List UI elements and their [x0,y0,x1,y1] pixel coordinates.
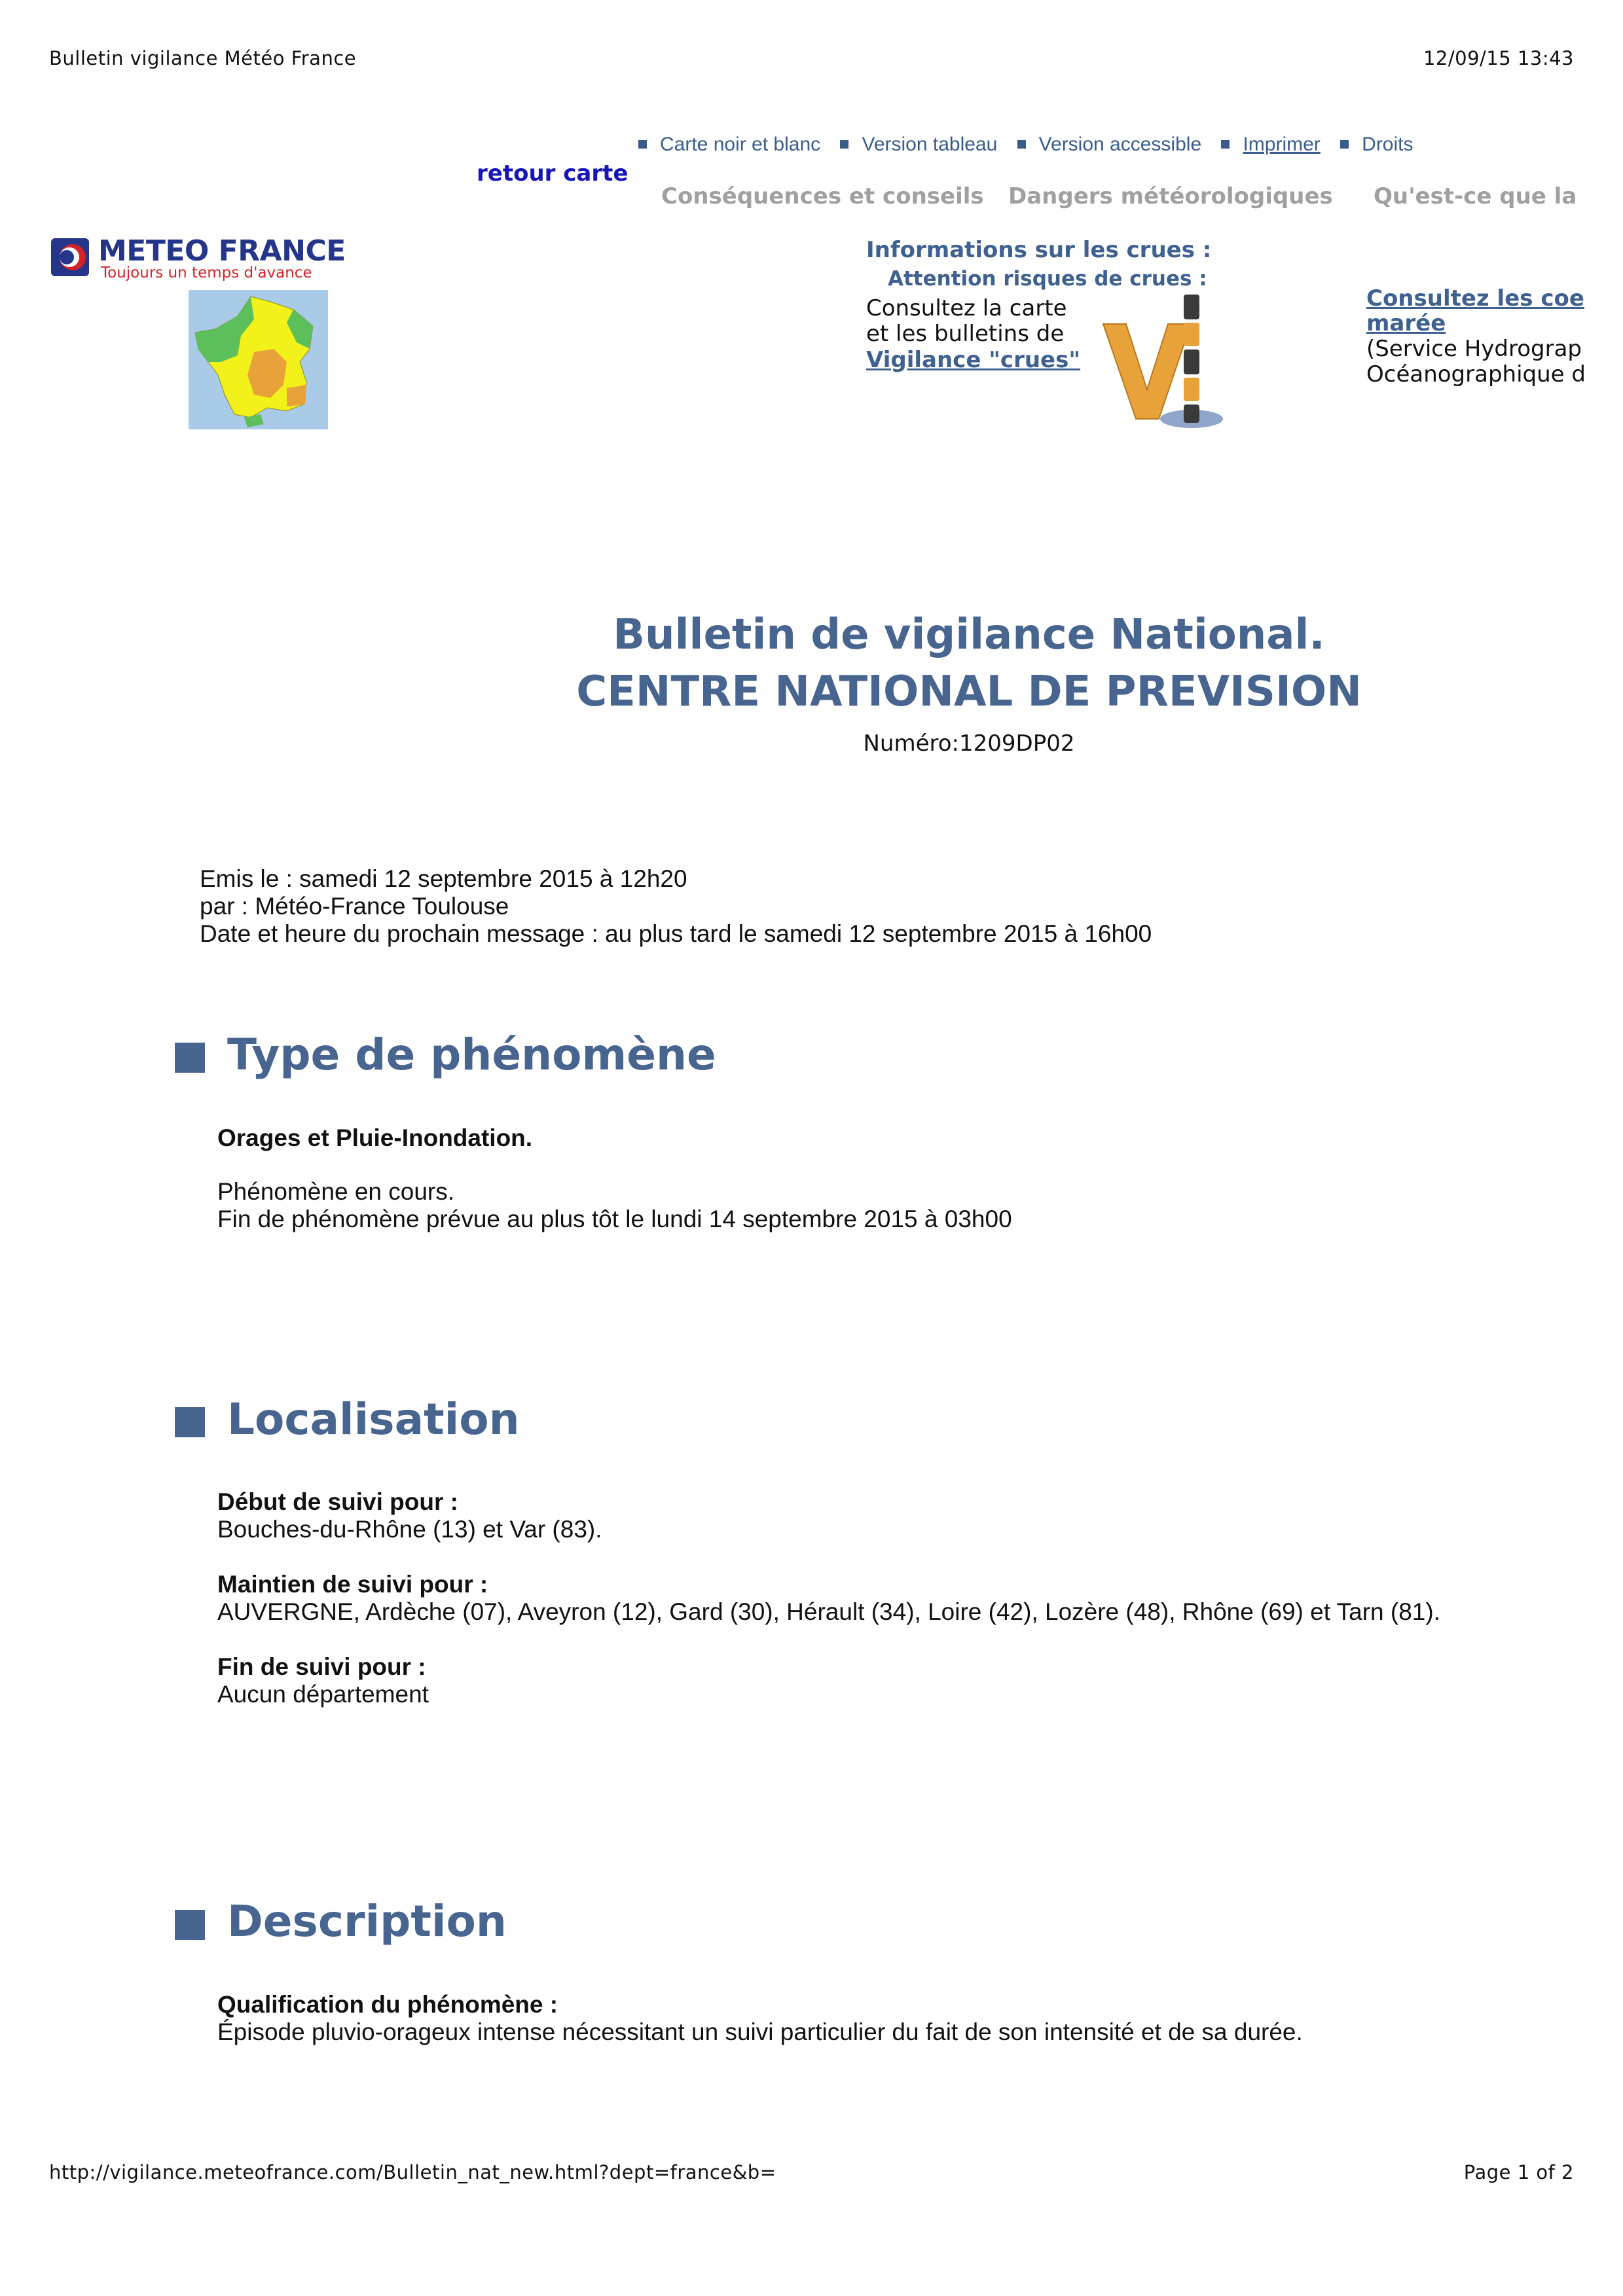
bullet-square-icon [840,140,848,149]
bulletin-subtitle: CENTRE NATIONAL DE PREVISION [576,668,1362,716]
tab-dangers-meteorologiques[interactable]: Dangers météorologiques [1008,183,1333,209]
crues-title: Informations sur les crues : [866,237,1212,263]
tab-consequences-conseils[interactable]: Conséquences et conseils [661,183,984,209]
vigilance-crues-link[interactable]: Vigilance "crues" [866,347,1081,373]
vigicrues-logo-icon[interactable] [1100,291,1231,435]
section-heading-localisation: Localisation [227,1394,520,1444]
section-square-icon [175,1043,205,1073]
crues-text-line: et les bulletins de [866,321,1065,347]
fin-suivi-label: Fin de suivi pour : [217,1653,426,1680]
prochain-message: Date et heure du prochain message : au plus tard le samedi 12 septembre 2015 à 16h00 [200,920,1152,947]
emis-par: par : Météo-France Toulouse [200,893,509,920]
meteo-france-logo-icon [51,238,89,276]
crues-text [866,296,1067,347]
section-square-icon [175,1407,205,1437]
phenomene-fin: Fin de phénomène prévue au plus tôt le lundi 14 septembre 2015 à 03h00 [217,1206,1012,1232]
debut-suivi-label: Début de suivi pour : [217,1488,458,1515]
section-square-icon [175,1910,205,1940]
shom-link-line[interactable]: marée [1366,310,1446,336]
logo-name: METEO FRANCE [98,234,346,268]
bulletin-title: Bulletin de vigilance National. [613,611,1325,659]
bullet-square-icon [1340,140,1349,149]
bulletin-numero: Numéro:1209DP02 [863,730,1075,757]
crues-subtitle: Attention risques de crues : [888,267,1207,291]
shom-link-line[interactable]: Consultez les coe [1366,285,1584,312]
print-footer-page: Page 1 of 2 [1463,2161,1574,2183]
phenomene-status: Phénomène en cours. [217,1178,455,1205]
emis-le: Emis le : samedi 12 septembre 2015 à 12h20 [200,865,687,892]
section-heading-description: Description [227,1896,507,1946]
link-version-tableau[interactable]: Version tableau [862,134,998,155]
bullet-square-icon [1017,140,1026,149]
shom-text-line: (Service Hydrograp [1366,336,1582,362]
link-imprimer[interactable]: Imprimer [1243,134,1321,155]
qualification-label: Qualification du phénomène : [217,1991,558,2018]
section-heading-type: Type de phénomène [227,1030,716,1080]
vigilance-map-thumbnail[interactable] [189,290,328,429]
link-droits[interactable]: Droits [1362,134,1413,155]
top-links-bar [638,134,1428,156]
phenomene-type: Orages et Pluie-Inondation. [217,1124,533,1151]
fin-suivi-value: Aucun département [217,1681,429,1708]
crues-text-line: Consultez la carte [866,295,1067,321]
shom-text-line: Océanographique d [1366,361,1586,387]
print-header-title: Bulletin vigilance Météo France [49,47,357,69]
maintien-suivi-label: Maintien de suivi pour : [217,1571,488,1598]
maintien-suivi-value: AUVERGNE, Ardèche (07), Aveyron (12), Gard (30), Hérault (34), Loire (42), Lozère (48), Rhône (69) et Tarn (81). [217,1598,1440,1625]
link-carte-noir-blanc[interactable]: Carte noir et blanc [660,134,821,155]
link-version-accessible[interactable]: Version accessible [1038,134,1202,155]
bullet-square-icon [638,140,647,149]
print-header-datetime: 12/09/15 13:43 [1423,47,1574,69]
retour-carte-link[interactable]: retour carte [477,160,629,187]
logo-tagline: Toujours un temps d'avance [101,264,312,281]
qualification-value: Épisode pluvio-orageux intense nécessitant un suivi particulier du fait de son intensité et de sa durée. [217,2018,1303,2045]
meteo-france-logo[interactable] [51,234,346,281]
debut-suivi-value: Bouches-du-Rhône (13) et Var (83). [217,1516,602,1543]
tab-quest-ce-que-la[interactable]: Qu'est-ce que la [1374,183,1577,209]
print-footer-url: http://vigilance.meteofrance.com/Bulletin_nat_new.html?dept=france&b= [49,2161,776,2183]
bullet-square-icon [1221,140,1230,149]
